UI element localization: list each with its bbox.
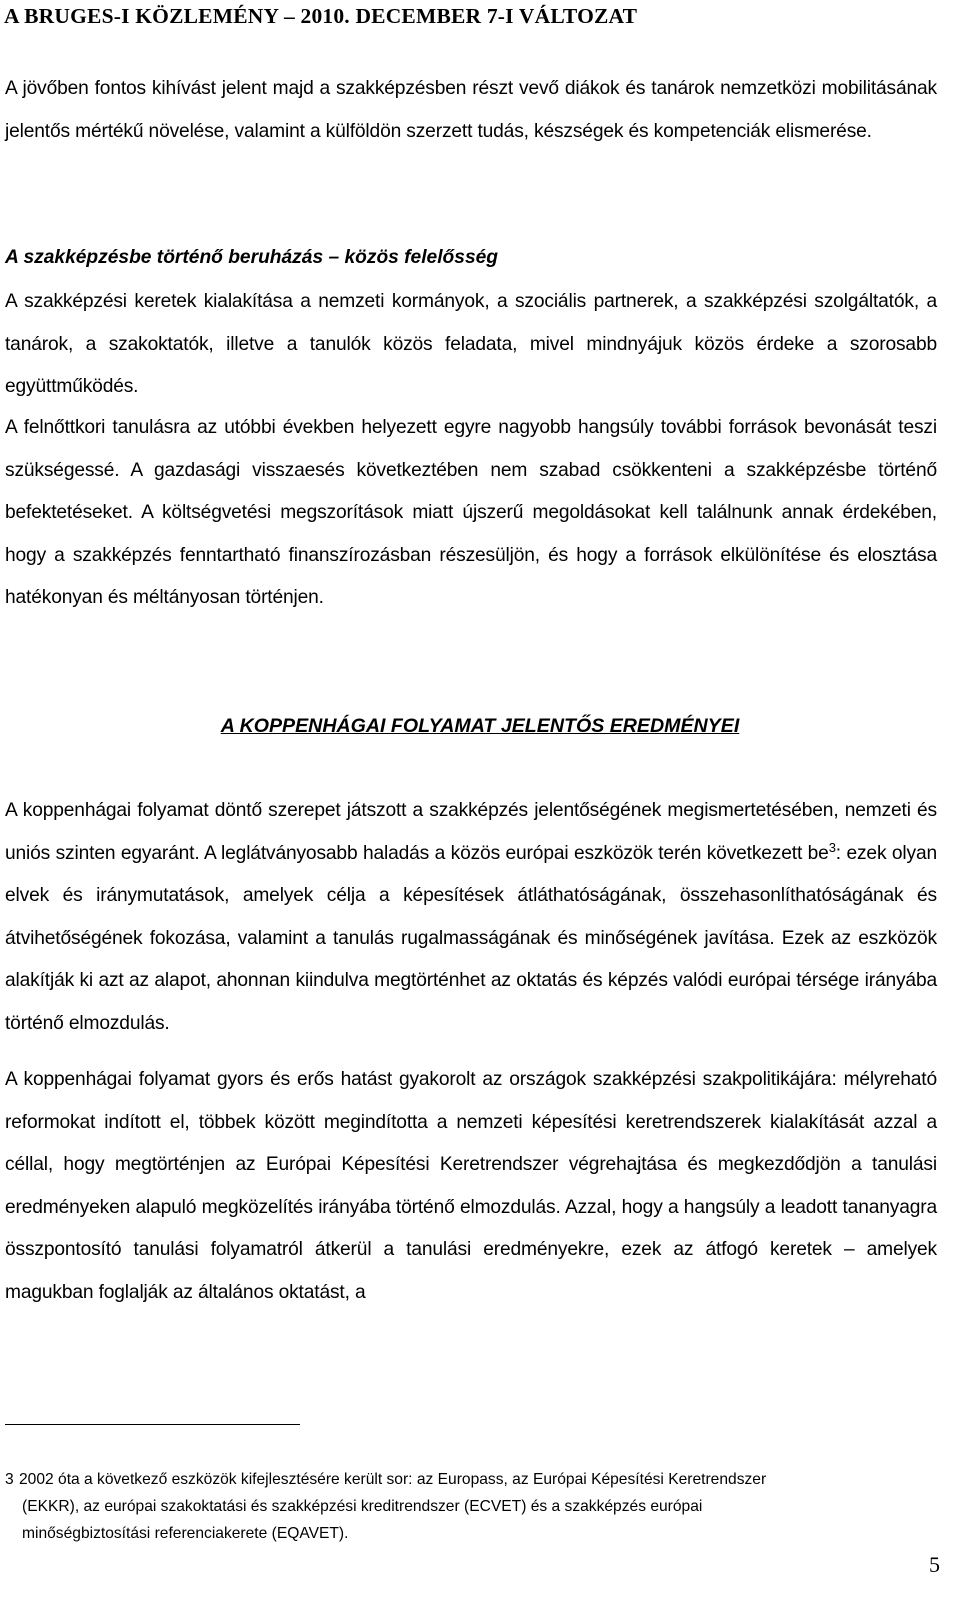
footnote-line-1 [5, 1466, 925, 1493]
investment-heading: A szakképzésbe történő beruházás – közös felelősség [5, 247, 499, 268]
copenhagen-paragraph-1-text-b: : ezek olyan elvek és iránymutatások, amelyek célja a képesítések átláthatóságának, összehasonlíthatóságának és átvihetőségének fokozása, valamint a tanulás rugalmasságának és minőségének javítása. Ezek az eszközök alakítják ki azt az alapot, ahonnan kiindulva megtörténhet az oktatás és képzés valódi európai térsége irányába történő elmozdulás. [5, 842, 938, 1034]
investment-paragraph-2: A felnőttkori tanulásra az utóbbi években helyezett egyre nagyobb hangsúly további források bevonását teszi szükségessé. A gazdasági visszaesés következtében nem szabad csökkenteni a szakképzésbe történő befektetéseket. A költségvetési megszorítások miatt újszerű megoldásokat kell találnunk annak érdekében, hogy a szakképzés fenntartható finanszírozásban részesüljön, és hogy a források elkülönítése és elosztása hatékonyan és méltányosan történjen. [5, 417, 937, 608]
footnote-line-3: minőségbiztosítási referenciakerete (EQAVET). [22, 1525, 349, 1542]
copenhagen-paragraph-1 [5, 790, 937, 1045]
footnote-divider [5, 1424, 300, 1425]
footnote-number: 3 [5, 1471, 14, 1488]
investment-paragraph-1: A szakképzési keretek kialakítása a nemzeti kormányok, a szociális partnerek, a szakképzési szolgáltatók, a tanárok, a szakoktatók, illetve a tanulók közös feladata, mivel mindnyájuk közös érdeke a szorosabb együttműködés. [5, 291, 937, 397]
section-title: A KOPPENHÁGAI FOLYAMAT JELENTŐS EREDMÉNYEI [220, 715, 740, 737]
intro-paragraph: A jövőben fontos kihívást jelent majd a szakképzésben részt vevő diákok és tanárok nemzetközi mobilitásának jelentős mértékű növelése, valamint a külföldön szerzett tudás, készségek és kompetenciák elismerése. [5, 78, 937, 142]
footnote-line-2: (EKKR), az európai szakoktatási és szakképzési kreditrendszer (ECVET) és a szakképzés európai [22, 1498, 703, 1515]
running-header: A BRUGES-I KÖZLEMÉNY – 2010. DECEMBER 7-I VÁLTOZAT [4, 4, 638, 28]
page-number: 5 [929, 1552, 940, 1577]
footnote [5, 1466, 925, 1547]
copenhagen-paragraph-1-text-a: A koppenhágai folyamat döntő szerepet játszott a szakképzés jelentőségének megismertetésében, nemzeti és uniós szinten egyaránt. A leglátványosabb haladás a közös európai eszközök terén következett be [5, 800, 937, 864]
footnote-line-1-text: 2002 óta a következő eszközök kifejlesztésére került sor: az Europass, az Európai Képesítési Keretrendszer [19, 1471, 767, 1488]
copenhagen-paragraph-2: A koppenhágai folyamat gyors és erős hatást gyakorolt az országok szakképzési szakpolitikájára: mélyreható reformokat indított el, többek között megindította a nemzeti képesítési keretrendszerek kialakítását azzal a céllal, hogy megtörténjen az Európai Képesítési Keretrendszer végrehajtása és megkezdődjön a tanulási eredményeken alapuló megközelítés irányába történő elmozdulás. Azzal, hogy a hangsúly a leadott tananyagra összpontosító tanulási folyamatról átkerül a tanulási eredményekre, ezek az átfogó keretek – amelyek magukban foglalják az általános oktatást, a [5, 1069, 937, 1303]
footnote-reference[interactable]: 3 [828, 839, 836, 855]
